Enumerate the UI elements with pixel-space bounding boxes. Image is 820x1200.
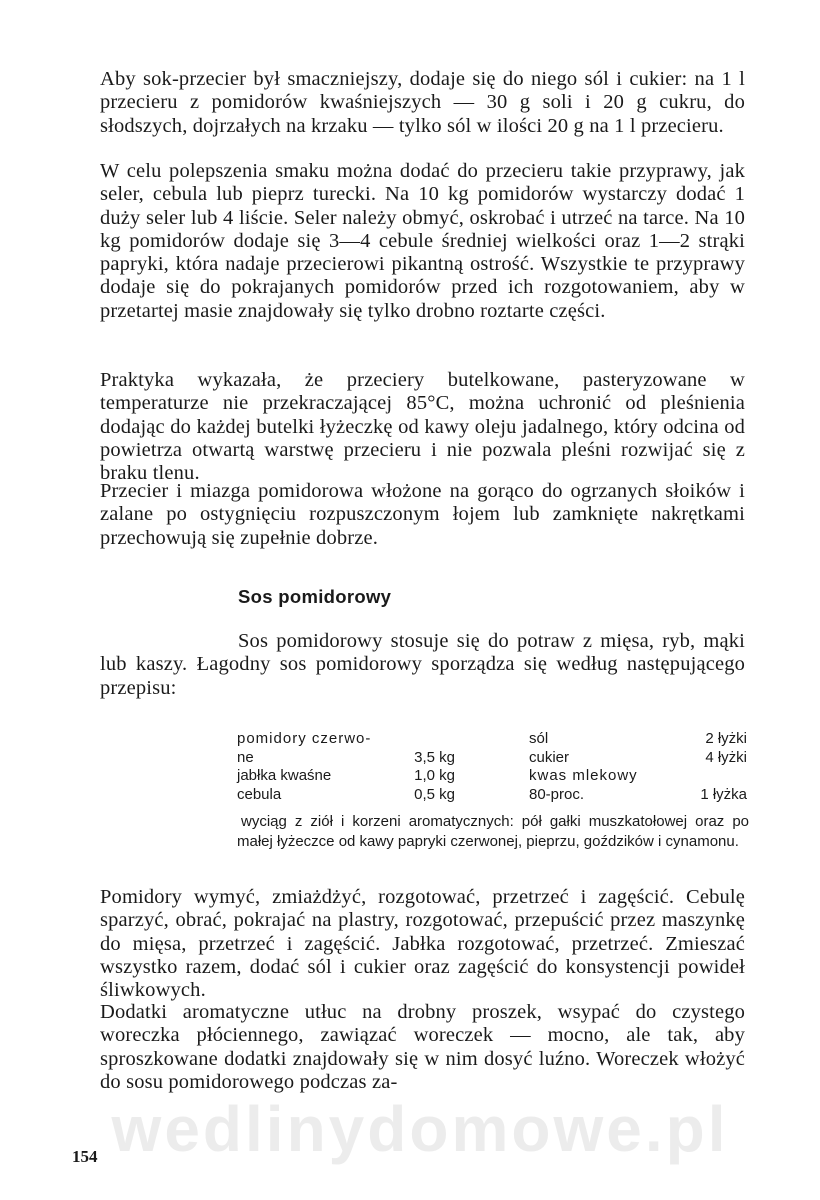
paragraph-storage xyxy=(100,480,745,550)
section-heading: Sos pomidorowy xyxy=(238,586,392,607)
ingredients-column-left xyxy=(237,730,455,804)
paragraph-text: Przecier i miazga pomidorowa włożone na gorąco do ogrzanych słoików i zalane po ostygnięciu rozpuszczonym łojem lub zamknięte nakrętkami przechowują się zupełnie dobrze. xyxy=(100,480,745,549)
ingredient-row xyxy=(237,786,455,805)
paragraph-aromatics xyxy=(100,1001,745,1094)
paragraph-text: Dodatki aromatyczne utłuc na drobny proszek, wsypać do czystego woreczka płóciennego, zawiązać woreczek — mocno, ale tak, aby sproszkowane dodatki znajdowały się w nim dosyć luźno. Woreczek włożyć do sosu pomidorowego podczas za- xyxy=(100,1001,745,1093)
ingredient-row xyxy=(529,786,747,805)
ingredient-quantity: 3,5 kg xyxy=(414,748,455,766)
ingredient-quantity: 1,0 kg xyxy=(414,767,455,784)
recipe-note: wyciąg z ziół i korzeni aromatycznych: pół gałki muszkatołowej oraz po małej łyżeczce od kawy papryki czerwonej, pieprzu, goździków i cynamonu. xyxy=(237,813,749,850)
paragraph-text: W celu polepszenia smaku można dodać do przecieru takie przyprawy, jak seler, cebula lub pieprz turecki. Na 10 kg pomidorów wystarczy dodać 1 duży seler lub 4 liście. Seler należy obmyć, oskrobać i utrzeć na tarce. Na 10 kg pomidorów dodaje się 3—4 cebule średniej wielkości oraz 1—2 strąki papryki, która nadaje przecierowi pikantną ostrość. Wszystkie te przyprawy dodaje się do pokrajanych pomidorów przed ich rozgotowaniem, aby w przetartej masie znajdowały się tylko drobno roztarte części. xyxy=(100,160,745,322)
page-number: 154 xyxy=(72,1147,98,1166)
watermark: wedlinydomowe.pl xyxy=(111,1093,729,1165)
ingredient-name: cukier xyxy=(529,748,570,766)
ingredient-row xyxy=(237,767,455,786)
paragraph-text: Praktyka wykazała, że przeciery butelkowane, pasteryzowane w temperaturze nie przekraczającej 85°C, można uchronić od pleśnienia dodając do każdej butelki łyżeczkę od kawy oleju jadalnego, który odcina od powietrza otwartą warstwę przecieru i nie pozwala pleśni rozwijać się z braku tlenu. xyxy=(100,369,745,485)
ingredient-name: cebula xyxy=(237,785,282,803)
paragraph-sauce-intro xyxy=(100,630,745,700)
ingredient-name: pomidory czerwo- xyxy=(237,730,372,747)
paragraph-spices xyxy=(100,160,745,323)
ingredient-row xyxy=(529,749,747,768)
ingredient-quantity: 2 łyżki xyxy=(705,730,747,747)
ingredients-column-right xyxy=(529,730,747,804)
ingredient-name: sól xyxy=(529,730,549,747)
ingredient-quantity: 0,5 kg xyxy=(414,785,455,803)
ingredient-row xyxy=(237,730,455,749)
ingredient-row xyxy=(529,767,747,786)
ingredient-name: jabłka kwaśne xyxy=(237,767,332,784)
paragraph-text: Pomidory wymyć, zmiażdżyć, rozgotować, przetrzeć i zagęścić. Cebulę sparzyć, obrać, pokrajać na plastry, rozgotować, przepuścić przez maszynkę do mięsa, przetrzeć i zagęścić. Jabłka rozgotować, przetrzeć. Zmieszać wszystko razem, dodać sól i cukier oraz zagęścić do konsystencji powideł śliwkowych. xyxy=(100,886,745,1002)
ingredient-name: 80-proc. xyxy=(529,785,585,803)
ingredient-name: ne xyxy=(237,748,254,766)
ingredient-name: kwas mlekowy xyxy=(529,767,638,784)
paragraph-text: Aby sok-przecier był smaczniejszy, dodaje się do niego sól i cukier: na 1 l przecieru z pomidorów kwaśniejszych — 30 g soli i 20 g cukru, do słodszych, dojrzałych na krzaku — tylko sól w ilości 20 g na 1 l przecieru. xyxy=(100,68,745,137)
paragraph-bottled-puree xyxy=(100,369,745,485)
ingredient-row xyxy=(237,749,455,768)
paragraph-text: Sos pomidorowy stosuje się do potraw z mięsa, ryb, mąki lub kaszy. Łagodny sos pomidorowy sporządza się według następującego przepisu: xyxy=(100,630,745,699)
ingredient-quantity: 1 łyżka xyxy=(700,785,747,803)
paragraph-preparation xyxy=(100,886,745,1002)
paragraph-salt-sugar xyxy=(100,68,745,138)
ingredient-row xyxy=(529,730,747,749)
ingredient-quantity: 4 łyżki xyxy=(705,748,747,766)
